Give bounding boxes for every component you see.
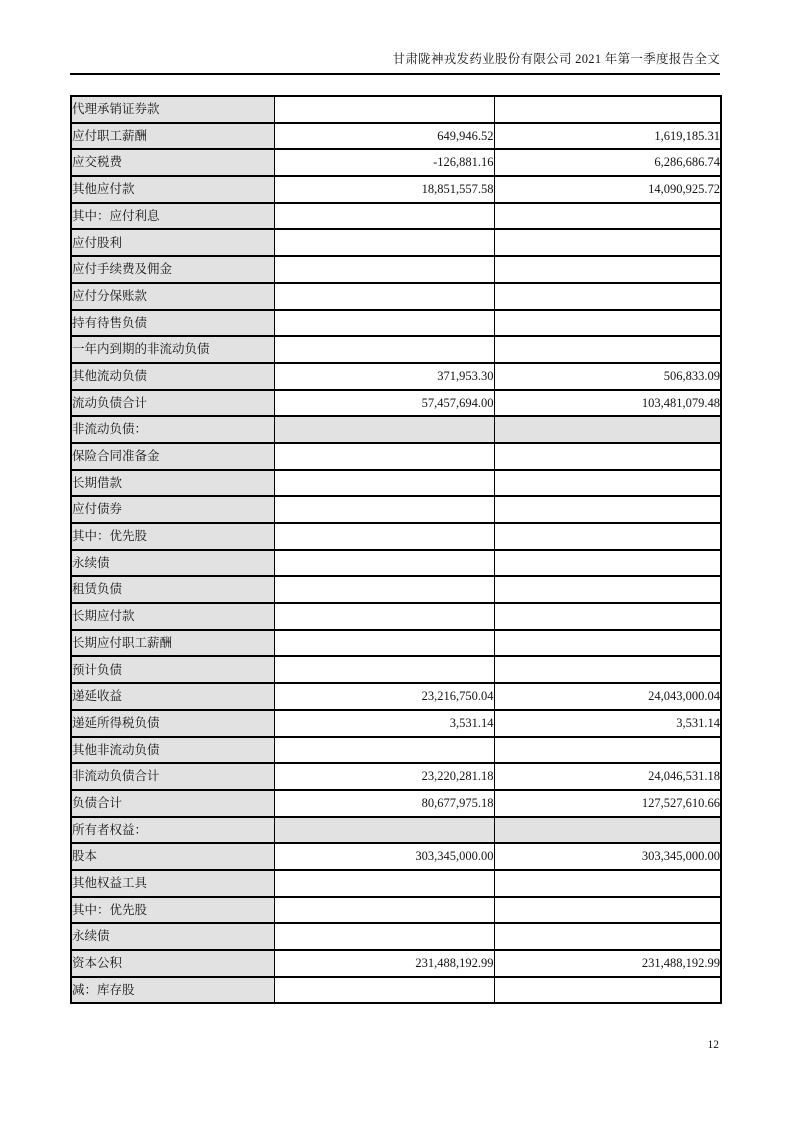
- table-row: [71, 683, 721, 710]
- value-beginning-balance: [494, 977, 721, 1004]
- table-row: [71, 149, 721, 176]
- value-ending-balance: [274, 870, 494, 897]
- row-label: 应付职工薪酬: [71, 123, 274, 150]
- value-beginning-balance: 24,043,000.04: [494, 683, 721, 710]
- value-ending-balance: 80,677,975.18: [274, 790, 494, 817]
- table-row: [71, 897, 721, 924]
- value-beginning-balance: [494, 603, 721, 630]
- value-ending-balance: 3,531.14: [274, 710, 494, 737]
- value-ending-balance: 23,220,281.18: [274, 763, 494, 790]
- table-row: [71, 390, 721, 417]
- value-ending-balance: [274, 336, 494, 363]
- table-row: [71, 496, 721, 523]
- row-label: 长期应付款: [71, 603, 274, 630]
- value-beginning-balance: [494, 870, 721, 897]
- value-ending-balance: [274, 576, 494, 603]
- value-ending-balance: [274, 603, 494, 630]
- value-beginning-balance: 506,833.09: [494, 363, 721, 390]
- row-label: 流动负债合计: [71, 390, 274, 417]
- table-row: [71, 790, 721, 817]
- row-label: 应付债券: [71, 496, 274, 523]
- row-label: 应付手续费及佣金: [71, 256, 274, 283]
- value-beginning-balance: [494, 443, 721, 470]
- value-ending-balance: [274, 203, 494, 230]
- value-beginning-balance: [494, 470, 721, 497]
- row-label: 租赁负债: [71, 576, 274, 603]
- value-beginning-balance: [494, 576, 721, 603]
- table-row: [71, 923, 721, 950]
- value-beginning-balance: 14,090,925.72: [494, 176, 721, 203]
- row-label: 所有者权益：: [71, 817, 274, 844]
- row-label: 应交税费: [71, 149, 274, 176]
- row-label: 长期借款: [71, 470, 274, 497]
- value-beginning-balance: 1,619,185.31: [494, 123, 721, 150]
- table-row: [71, 843, 721, 870]
- row-label: 持有待售负债: [71, 310, 274, 337]
- value-beginning-balance: [494, 523, 721, 550]
- header-rule: [70, 73, 720, 75]
- table-row: [71, 363, 721, 390]
- row-label: 代理承销证券款: [71, 96, 274, 123]
- table-row: [71, 470, 721, 497]
- row-label: 负债合计: [71, 790, 274, 817]
- row-label: 资本公积: [71, 950, 274, 977]
- table-row: [71, 96, 721, 123]
- row-label: 长期应付职工薪酬: [71, 630, 274, 657]
- value-beginning-balance: 103,481,079.48: [494, 390, 721, 417]
- row-label: 应付分保账款: [71, 283, 274, 310]
- value-ending-balance: 371,953.30: [274, 363, 494, 390]
- table-row: [71, 763, 721, 790]
- row-label: 一年内到期的非流动负债: [71, 336, 274, 363]
- value-beginning-balance: [494, 630, 721, 657]
- table-row: [71, 550, 721, 577]
- value-ending-balance: [274, 443, 494, 470]
- table-row: [71, 256, 721, 283]
- row-label: 其他权益工具: [71, 870, 274, 897]
- table-row: [71, 630, 721, 657]
- table-row: [71, 950, 721, 977]
- row-label: 其中：优先股: [71, 897, 274, 924]
- value-beginning-balance: [494, 96, 721, 123]
- row-label: 永续债: [71, 550, 274, 577]
- section-header-row: [71, 416, 721, 443]
- value-beginning-balance: [494, 656, 721, 683]
- value-ending-balance: 23,216,750.04: [274, 683, 494, 710]
- value-beginning-balance: [494, 229, 721, 256]
- value-beginning-balance: [494, 203, 721, 230]
- balance-sheet-table: [70, 95, 722, 1004]
- value-ending-balance: [274, 656, 494, 683]
- table-row: [71, 310, 721, 337]
- value-ending-balance: [274, 550, 494, 577]
- value-ending-balance: 649,946.52: [274, 123, 494, 150]
- row-label: 非流动负债：: [71, 416, 274, 443]
- value-ending-balance: [274, 96, 494, 123]
- table-row: [71, 229, 721, 256]
- value-ending-balance: [274, 737, 494, 764]
- row-label: 保险合同准备金: [71, 443, 274, 470]
- value-beginning-balance: [494, 310, 721, 337]
- value-beginning-balance: [494, 550, 721, 577]
- value-beginning-balance: 24,046,531.18: [494, 763, 721, 790]
- row-label: 其他应付款: [71, 176, 274, 203]
- value-ending-balance: [274, 923, 494, 950]
- value-beginning-balance: [494, 416, 721, 443]
- value-beginning-balance: 231,488,192.99: [494, 950, 721, 977]
- balance-sheet-body: [71, 96, 721, 1003]
- value-beginning-balance: [494, 496, 721, 523]
- row-label: 永续债: [71, 923, 274, 950]
- value-ending-balance: [274, 523, 494, 550]
- row-label: 减：库存股: [71, 977, 274, 1004]
- section-header-row: [71, 817, 721, 844]
- row-label: 其中：应付利息: [71, 203, 274, 230]
- value-beginning-balance: 303,345,000.00: [494, 843, 721, 870]
- row-label: 应付股利: [71, 229, 274, 256]
- table-row: [71, 870, 721, 897]
- value-beginning-balance: 127,527,610.66: [494, 790, 721, 817]
- value-ending-balance: 231,488,192.99: [274, 950, 494, 977]
- page-number: 12: [707, 1039, 719, 1051]
- value-ending-balance: [274, 310, 494, 337]
- row-label: 股本: [71, 843, 274, 870]
- value-beginning-balance: 3,531.14: [494, 710, 721, 737]
- table-row: [71, 176, 721, 203]
- value-ending-balance: [274, 977, 494, 1004]
- row-label: 递延所得税负债: [71, 710, 274, 737]
- value-beginning-balance: [494, 336, 721, 363]
- value-beginning-balance: [494, 283, 721, 310]
- value-beginning-balance: [494, 923, 721, 950]
- value-ending-balance: [274, 817, 494, 844]
- table-row: [71, 123, 721, 150]
- value-beginning-balance: [494, 737, 721, 764]
- value-ending-balance: [274, 283, 494, 310]
- value-ending-balance: [274, 897, 494, 924]
- table-row: [71, 656, 721, 683]
- value-ending-balance: [274, 630, 494, 657]
- table-row: [71, 443, 721, 470]
- value-beginning-balance: [494, 897, 721, 924]
- row-label: 递延收益: [71, 683, 274, 710]
- table-row: [71, 336, 721, 363]
- table-row: [71, 576, 721, 603]
- value-ending-balance: [274, 470, 494, 497]
- table-row: [71, 203, 721, 230]
- report-title: 甘肃陇神戎发药业股份有限公司 2021 年第一季度报告全文: [392, 52, 720, 66]
- value-ending-balance: [274, 229, 494, 256]
- row-label: 其中：优先股: [71, 523, 274, 550]
- page-header: [70, 49, 720, 67]
- value-ending-balance: [274, 416, 494, 443]
- row-label: 其他流动负债: [71, 363, 274, 390]
- row-label: 其他非流动负债: [71, 737, 274, 764]
- row-label: 非流动负债合计: [71, 763, 274, 790]
- table-row: [71, 603, 721, 630]
- table-row: [71, 710, 721, 737]
- table-row: [71, 977, 721, 1004]
- value-beginning-balance: [494, 256, 721, 283]
- value-ending-balance: [274, 256, 494, 283]
- value-beginning-balance: [494, 817, 721, 844]
- value-ending-balance: -126,881.16: [274, 149, 494, 176]
- value-beginning-balance: 6,286,686.74: [494, 149, 721, 176]
- table-row: [71, 523, 721, 550]
- table-row: [71, 283, 721, 310]
- value-ending-balance: [274, 496, 494, 523]
- value-ending-balance: 303,345,000.00: [274, 843, 494, 870]
- table-row: [71, 737, 721, 764]
- value-ending-balance: 57,457,694.00: [274, 390, 494, 417]
- value-ending-balance: 18,851,557.58: [274, 176, 494, 203]
- row-label: 预计负债: [71, 656, 274, 683]
